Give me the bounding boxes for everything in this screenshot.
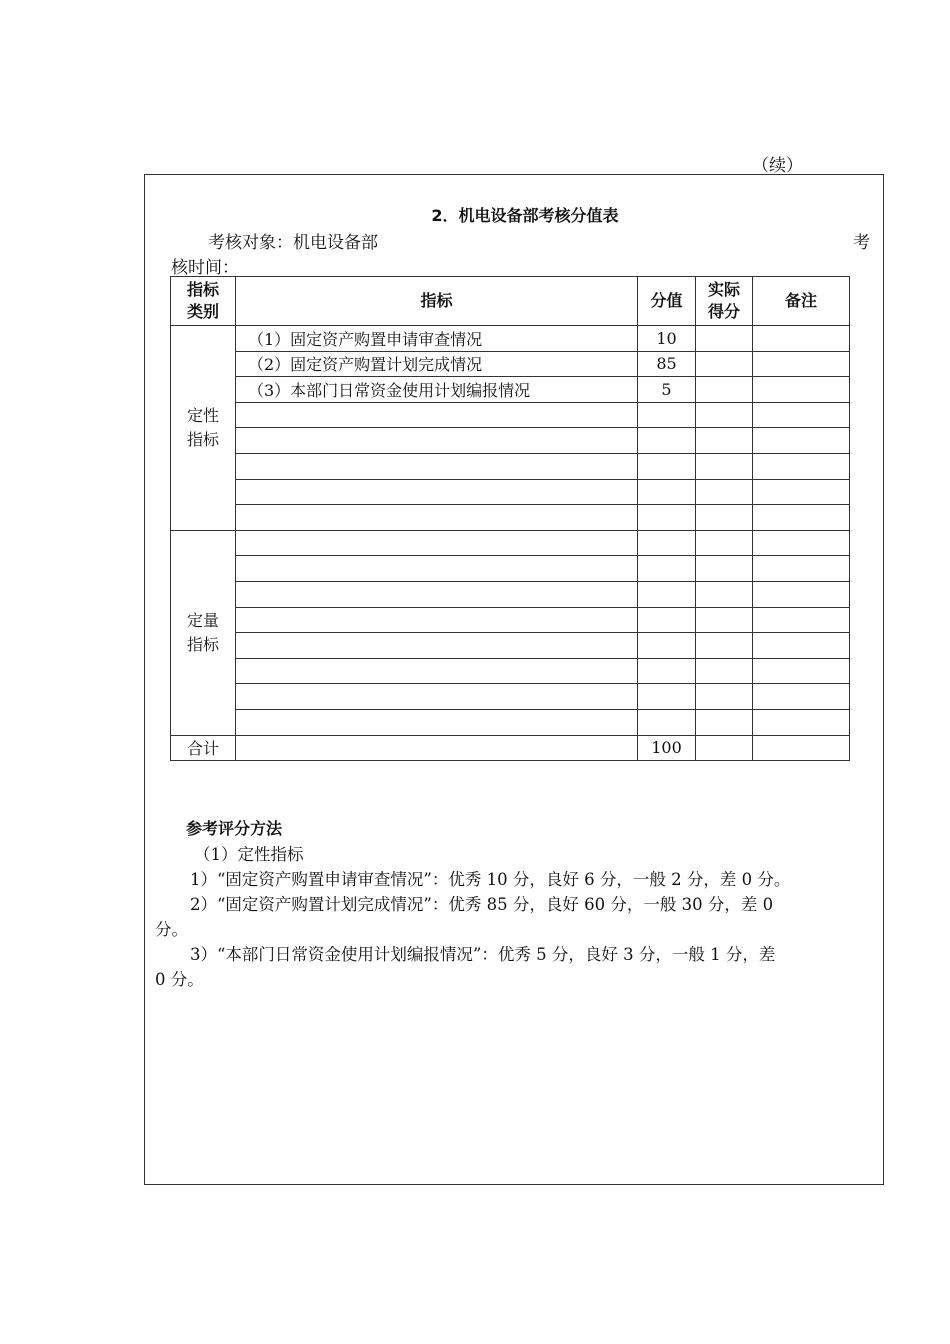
- header-remark: 备注: [753, 277, 850, 326]
- header-indicator: 指标: [236, 277, 638, 326]
- actual-score-cell: [696, 377, 753, 403]
- remark-cell: [753, 556, 850, 582]
- indicator-cell: [236, 709, 638, 735]
- indicator-cell: [236, 684, 638, 710]
- score-cell: [638, 658, 696, 684]
- score-cell: 85: [638, 351, 696, 377]
- actual-score-cell: [696, 402, 753, 428]
- table-row: [171, 479, 850, 505]
- assess-time-part1: 考: [853, 233, 870, 253]
- indicator-cell: [236, 581, 638, 607]
- actual-score-cell: [696, 479, 753, 505]
- remark-cell: [753, 684, 850, 710]
- score-cell: [638, 453, 696, 479]
- table-header-row: [171, 277, 850, 326]
- table-row: [171, 377, 850, 403]
- score-cell: [638, 505, 696, 531]
- actual-score-cell: [696, 453, 753, 479]
- actual-score-cell: [696, 684, 753, 710]
- actual-score-cell: [696, 428, 753, 454]
- indicator-cell: [236, 607, 638, 633]
- actual-score-cell: [696, 607, 753, 633]
- method-line2a: 2）“固定资产购置计划完成情况”：优秀 85 分，良好 60 分，一般 30 分，差 0: [190, 895, 774, 914]
- score-table: [170, 276, 850, 761]
- remark-cell: [753, 633, 850, 659]
- table-row: [171, 633, 850, 659]
- remark-cell: [753, 377, 850, 403]
- table-row: [171, 684, 850, 710]
- table-row: [171, 556, 850, 582]
- remark-cell: [753, 505, 850, 531]
- total-actual-cell: [696, 735, 753, 761]
- score-cell: [638, 530, 696, 556]
- method-heading: 参考评分方法: [186, 819, 283, 838]
- qualitative-category-cell: 定性 指标: [171, 326, 236, 531]
- indicator-cell: [236, 453, 638, 479]
- indicator-cell: （2）固定资产购置计划完成情况: [236, 351, 638, 377]
- indicator-cell: [236, 505, 638, 531]
- header-actual-text: 实际 得分: [707, 280, 740, 321]
- indicator-cell: [236, 658, 638, 684]
- score-cell: [638, 607, 696, 633]
- table-row: [171, 607, 850, 633]
- table-row: [171, 581, 850, 607]
- indicator-cell: [236, 633, 638, 659]
- total-score: 100: [638, 735, 696, 761]
- remark-cell: [753, 709, 850, 735]
- table-title: 2．机电设备部考核分值表: [431, 206, 619, 225]
- remark-cell: [753, 658, 850, 684]
- indicator-cell: [236, 530, 638, 556]
- remark-cell: [753, 351, 850, 377]
- remark-cell: [753, 326, 850, 352]
- remark-cell: [753, 402, 850, 428]
- remark-cell: [753, 607, 850, 633]
- actual-score-cell: [696, 505, 753, 531]
- indicator-cell: [236, 402, 638, 428]
- remark-cell: [753, 428, 850, 454]
- continued-label: （续）: [752, 156, 803, 176]
- indicator-cell: （3）本部门日常资金使用计划编报情况: [236, 377, 638, 403]
- remark-cell: [753, 453, 850, 479]
- indicator-cell: （1）固定资产购置申请审查情况: [236, 326, 638, 352]
- header-category: [171, 277, 236, 326]
- header-actual: [696, 277, 753, 326]
- table-row: [171, 402, 850, 428]
- actual-score-cell: [696, 633, 753, 659]
- score-cell: [638, 479, 696, 505]
- total-remark-cell: [753, 735, 850, 761]
- header-score: 分值: [638, 277, 696, 326]
- table-row: [171, 709, 850, 735]
- table-row: [171, 453, 850, 479]
- total-indicator-cell: [236, 735, 638, 761]
- remark-cell: [753, 581, 850, 607]
- score-cell: [638, 428, 696, 454]
- table-row: [171, 658, 850, 684]
- score-cell: [638, 581, 696, 607]
- method-line2b: 分。: [155, 920, 188, 939]
- indicator-cell: [236, 556, 638, 582]
- actual-score-cell: [696, 658, 753, 684]
- score-cell: [638, 633, 696, 659]
- method-line3b: 0 分。: [155, 970, 204, 989]
- table-row: [171, 505, 850, 531]
- table-row: [171, 326, 850, 352]
- actual-score-cell: [696, 709, 753, 735]
- score-cell: [638, 684, 696, 710]
- method-line3a: 3）“本部门日常资金使用计划编报情况”：优秀 5 分，良好 3 分，一般 1 分，差: [190, 945, 776, 964]
- remark-cell: [753, 530, 850, 556]
- actual-score-cell: [696, 351, 753, 377]
- score-cell: [638, 709, 696, 735]
- actual-score-cell: [696, 326, 753, 352]
- method-line1: 1）“固定资产购置申请审查情况”：优秀 10 分，良好 6 分，一般 2 分，差 0 分。: [190, 870, 791, 889]
- actual-score-cell: [696, 556, 753, 582]
- table-row: [171, 530, 850, 556]
- assess-time-part2: 核时间：: [171, 258, 239, 278]
- method-sub1: （1）定性指标: [194, 845, 304, 864]
- quantitative-category-cell: 定量 指标: [171, 530, 236, 735]
- score-cell: 10: [638, 326, 696, 352]
- table-body: [171, 326, 850, 761]
- table-row: [171, 428, 850, 454]
- score-cell: [638, 402, 696, 428]
- score-cell: [638, 556, 696, 582]
- score-cell: 5: [638, 377, 696, 403]
- actual-score-cell: [696, 530, 753, 556]
- table-row: [171, 351, 850, 377]
- assess-object: 考核对象：机电设备部: [208, 233, 378, 253]
- indicator-cell: [236, 479, 638, 505]
- total-label: 合计: [171, 735, 236, 761]
- header-category-text: 指标 类别: [186, 280, 219, 321]
- remark-cell: [753, 479, 850, 505]
- total-row: [171, 735, 850, 761]
- actual-score-cell: [696, 581, 753, 607]
- indicator-cell: [236, 428, 638, 454]
